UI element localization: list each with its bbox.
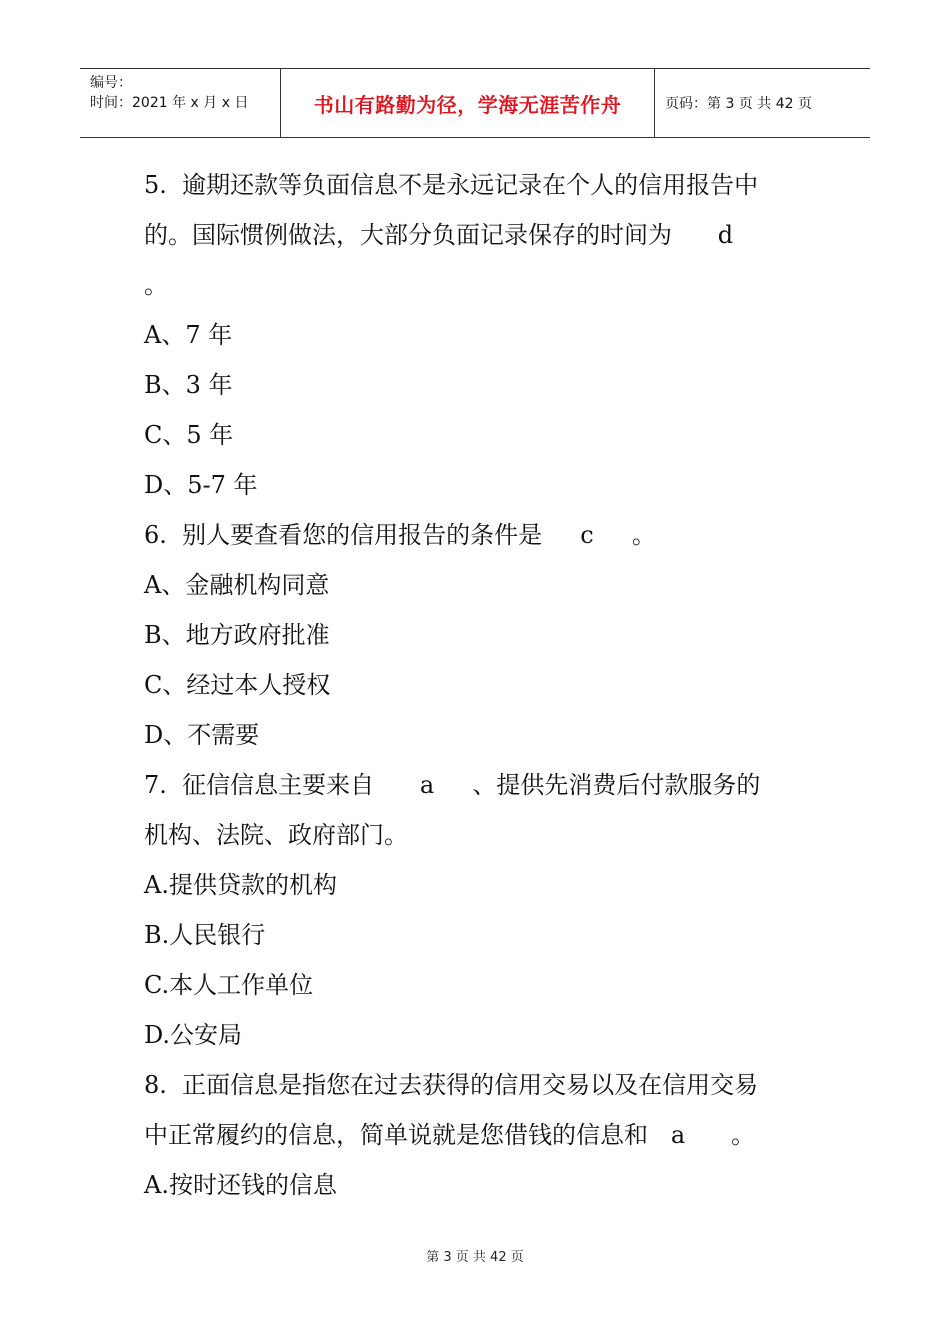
question-6-option-b: B、地方政府批准 <box>144 621 330 649</box>
question-6-option-c: C、经过本人授权 <box>144 671 331 699</box>
page-footer <box>0 1246 950 1265</box>
question-5-line-3: 。 <box>144 271 168 299</box>
question-7-option-d: D.公安局 <box>144 1021 243 1049</box>
question-5-option-a: A、7 年 <box>144 321 233 349</box>
question-6-line-1: 6. 别人要查看您的信用报告的条件是 c 。 <box>144 521 656 549</box>
question-8-option-a: A.按时还钱的信息 <box>144 1171 337 1199</box>
question-5-line-2: 的。国际惯例做法，大部分负面记录保存的时间为 d <box>144 221 734 249</box>
question-8-line-1: 8. 正面信息是指您在过去获得的信用交易以及在信用交易 <box>144 1071 759 1099</box>
question-7-option-c: C.本人工作单位 <box>144 971 314 999</box>
question-7-option-b: B.人民银行 <box>144 921 266 949</box>
footer-page-number: 第 3 页 共 42 页 <box>426 1250 524 1265</box>
header-meta-cell <box>80 69 281 137</box>
question-5-line-1: 5. 逾期还款等负面信息不是永远记录在个人的信用报告中 <box>144 171 759 199</box>
question-8-line-2: 中正常履约的信息，简单说就是您借钱的信息和 a 。 <box>144 1121 755 1149</box>
question-7-option-a: A.提供贷款的机构 <box>144 871 337 899</box>
question-5-option-c: C、5 年 <box>144 421 234 449</box>
question-5-option-b: B、3 年 <box>144 371 233 399</box>
header-page-cell <box>655 69 870 137</box>
question-5-option-d: D、5-7 年 <box>144 471 258 499</box>
question-7-line-2: 机构、法院、政府部门。 <box>144 821 408 849</box>
motto-text: 书山有路勤为径，学海无涯苦作舟 <box>313 92 622 117</box>
question-7-line-1: 7. 征信信息主要来自 a 、提供先消费后付款服务的 <box>144 771 761 799</box>
document-body <box>144 160 814 1210</box>
header-motto-cell <box>281 69 655 137</box>
time-label: 时间：2021 年 x 月 x 日 <box>90 95 249 111</box>
page-header <box>80 68 870 138</box>
number-label: 编号： <box>90 75 132 91</box>
page-info: 页码：第 3 页 共 42 页 <box>665 96 812 112</box>
question-6-option-a: A、金融机构同意 <box>144 571 330 599</box>
question-6-option-d: D、不需要 <box>144 721 260 749</box>
